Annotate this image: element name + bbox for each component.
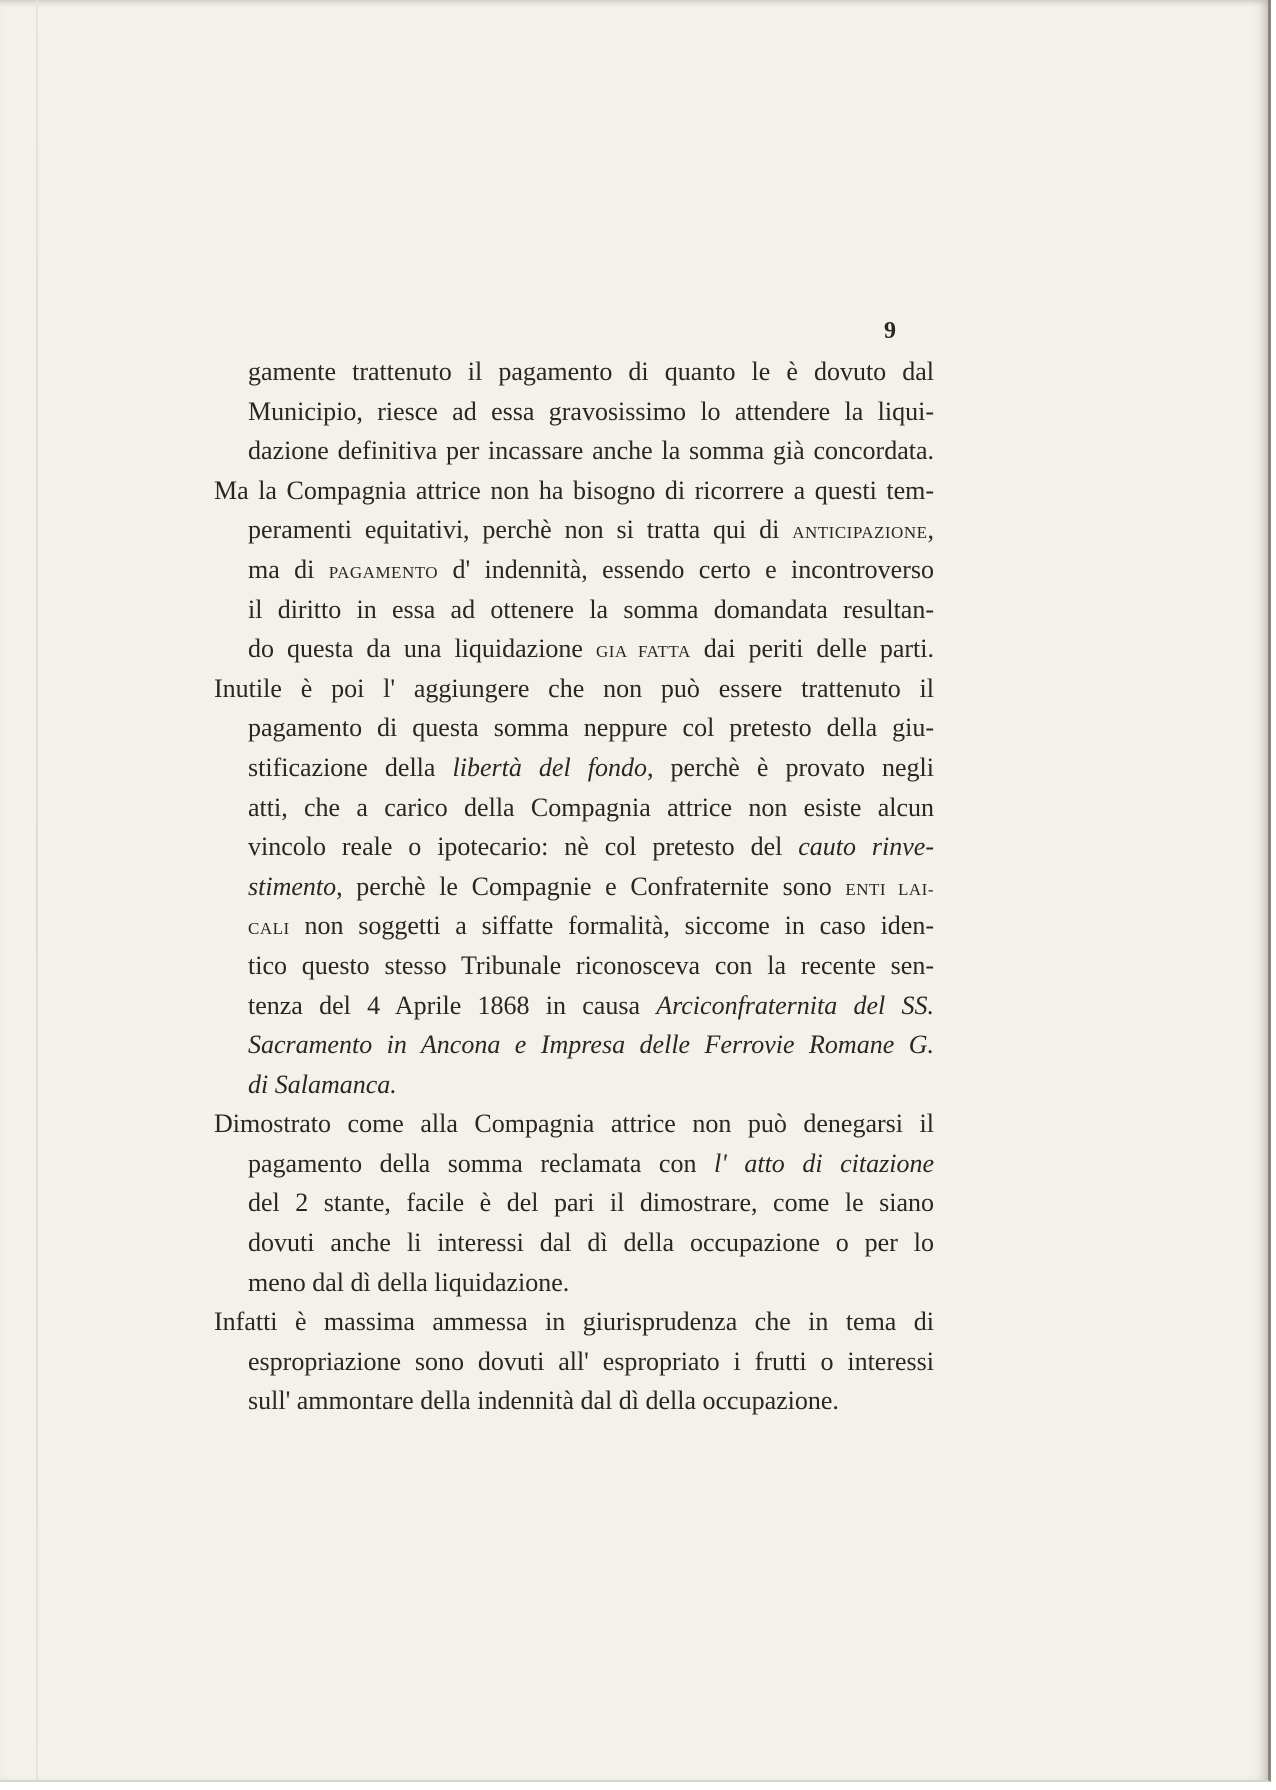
italic-text: l' atto di citazione — [714, 1148, 934, 1178]
text-run: del 2 stante, facile è del pari il dimostrare, come le siano — [248, 1188, 934, 1218]
text-line — [248, 946, 934, 986]
italic-text: di Salamanca. — [248, 1069, 397, 1099]
text-line — [248, 788, 934, 828]
page-left-edge — [36, 0, 38, 1780]
text-run: il diritto in essa ad ottenere la somma domandata resultan- — [248, 594, 934, 624]
text-run: , — [927, 515, 934, 545]
text-run: non soggetti a siffatte formalità, siccome in caso iden- — [289, 911, 934, 941]
text-line — [248, 1065, 934, 1105]
italic-text: stimento — [248, 871, 337, 901]
text-line — [248, 986, 934, 1026]
text-run: pagamento di questa somma neppure col pretesto della giu- — [248, 713, 934, 743]
text-run: d' indennità, essendo certo e incontroverso — [438, 554, 934, 584]
text-run: peramenti equitativi, perchè non si tratta qui di — [248, 515, 793, 545]
text-run: pagamento della somma reclamata con — [248, 1148, 715, 1178]
text-line — [214, 471, 934, 511]
italic-text: Arciconfraternita del SS. — [656, 990, 934, 1020]
text-run: dovuti anche li interessi dal dì della occupazione o per lo — [248, 1228, 934, 1258]
text-line — [248, 748, 934, 788]
body-text — [214, 352, 934, 1421]
text-run: gamente trattenuto il pagamento di quanto le è dovuto dal — [248, 357, 934, 386]
text-line — [248, 1025, 934, 1065]
text-run: Inutile è poi l' aggiungere che non può essere trattenuto il — [214, 673, 934, 703]
text-run: vincolo reale o ipotecario: nè col pretesto del — [248, 832, 799, 862]
small-caps-text: ENTI LAI- — [845, 879, 934, 899]
small-caps-text: PAGAMENTO — [328, 562, 439, 582]
text-line — [214, 1104, 934, 1144]
text-run: espropriazione sono dovuti all' espropriato i frutti o interessi — [248, 1346, 934, 1376]
text-line — [248, 1223, 934, 1263]
italic-text: libertà del fondo — [452, 752, 647, 782]
text-line — [248, 867, 934, 907]
text-run: ma di — [248, 554, 329, 584]
text-run: , perchè le Compagnie e Confraternite sono — [336, 871, 846, 901]
text-line — [248, 392, 934, 432]
text-run: sull' ammontare della indennità dal dì della occupazione. — [248, 1386, 839, 1416]
text-line — [248, 1183, 934, 1223]
text-run: tico questo stesso Tribunale riconosceva con la recente sen- — [248, 950, 934, 980]
text-run: , perchè è provato negli — [646, 752, 935, 782]
page-number: 9 — [884, 318, 896, 344]
small-caps-text: CALI — [248, 919, 290, 939]
text-line — [248, 1144, 934, 1184]
text-line — [248, 550, 934, 590]
text-run: meno dal dì della liquidazione. — [248, 1267, 570, 1297]
text-line — [248, 629, 934, 669]
text-run: Ma la Compagnia attrice non ha bisogno di ricorrere a questi tem- — [214, 475, 934, 505]
italic-text: cauto rinve- — [798, 832, 934, 862]
small-caps-text: ANTICIPAZIONE — [792, 523, 928, 543]
text-run: atti, che a carico della Compagnia attrice non esiste alcun — [248, 792, 934, 822]
text-line — [248, 352, 934, 392]
text-line — [214, 669, 934, 709]
text-line — [248, 1263, 934, 1303]
text-run: dai periti delle parti. — [690, 634, 934, 664]
text-run: Municipio, riesce ad essa gravosissimo lo attendere la liqui- — [248, 396, 934, 426]
text-run: do questa da una liquidazione — [248, 634, 596, 664]
text-run: Dimostrato come alla Compagnia attrice non può denegarsi il — [214, 1109, 934, 1139]
text-line — [248, 906, 934, 946]
text-run: dazione definitiva per incassare anche la somma già concordata. — [248, 436, 934, 466]
text-line — [248, 431, 934, 471]
text-line — [248, 1381, 934, 1421]
text-line — [248, 1342, 934, 1382]
text-line — [248, 590, 934, 630]
text-run: Infatti è massima ammessa in giurisprudenza che in tema di — [214, 1307, 934, 1337]
text-line — [248, 827, 934, 867]
italic-text: Sacramento in Ancona e Impresa delle Ferrovie Romane G. — [248, 1030, 934, 1060]
text-line — [248, 708, 934, 748]
text-line — [248, 510, 934, 550]
text-run: tenza del 4 Aprile 1868 in causa — [248, 990, 657, 1020]
small-caps-text: GIA FATTA — [595, 642, 691, 662]
text-run: stificazione della — [248, 752, 453, 782]
text-line — [214, 1302, 934, 1342]
